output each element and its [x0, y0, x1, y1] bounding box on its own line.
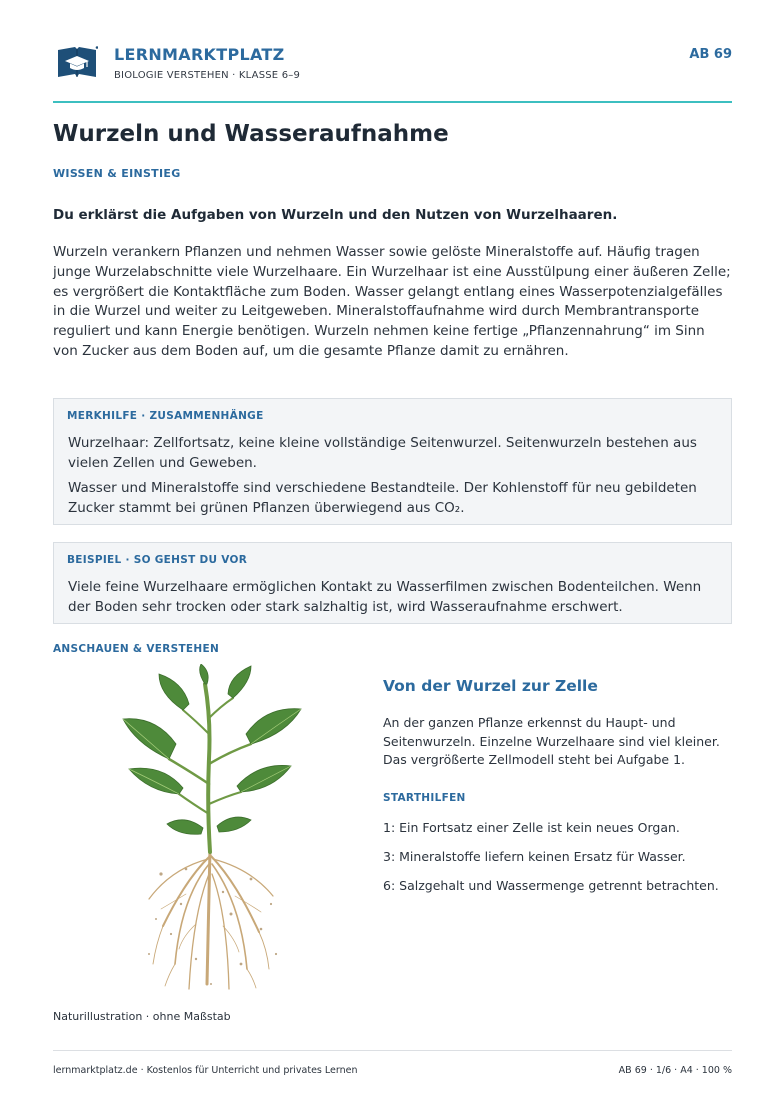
section-label-intro: WISSEN & EINSTIEG: [53, 167, 181, 180]
beispiel-label: BEISPIEL · SO GEHST DU VOR: [67, 554, 248, 566]
plant-illustration: [101, 664, 319, 998]
beispiel-text: Viele feine Wurzelhaare ermöglichen Kontakt zu Wasserfilmen zwischen Bodenteilchen. Wenn der Boden sehr trocken oder stark salzhaltig ist, wird Wasseraufnahme erschwert.: [68, 579, 702, 615]
section-label-visual: ANSCHAUEN & VERSTEHEN: [53, 643, 220, 655]
merkhilfe-text-2: Wasser und Mineralstoffe sind verschiedene Bestandteile. Der Kohlenstoff für neu gebildeten Zucker stammt bei grünen Pflanzen überwiegend aus CO₂.: [68, 480, 697, 516]
hint-item: 1: Ein Fortsatz einer Zelle ist kein neues Organ.: [383, 820, 680, 835]
brand-name: LERNMARKTPLATZ: [114, 45, 285, 64]
book-graduation-cap-icon: [56, 45, 98, 81]
side-heading: Von der Wurzel zur Zelle: [383, 677, 598, 695]
lead-text: Du erklärst die Aufgaben von Wurzeln und den Nutzen von Wurzelhaaren.: [53, 207, 618, 223]
merkhilfe-label: MERKHILFE · ZUSAMMENHÄNGE: [67, 410, 264, 422]
side-text: An der ganzen Pflanze erkennst du Haupt- und Seitenwurzeln. Einzelne Wurzelhaare sind viel kleiner. Das vergrößerte Zellmodell steht bei Aufgabe 1.: [383, 715, 720, 767]
hints-label: STARTHILFEN: [383, 792, 466, 804]
side-panel: [383, 677, 732, 893]
beispiel-box: [53, 542, 732, 624]
header-divider: [53, 101, 732, 103]
plant-with-roots-image: [101, 664, 319, 998]
footer-right: AB 69 · 1/6 · A4 · 100 %: [618, 1065, 732, 1076]
brand-subtitle: BIOLOGIE VERSTEHEN · KLASSE 6–9: [114, 70, 301, 81]
illustration-caption: Naturillustration · ohne Maßstab: [53, 1010, 231, 1023]
hint-item: 6: Salzgehalt und Wassermenge getrennt betrachten.: [383, 878, 719, 893]
page-title: Wurzeln und Wasseraufnahme: [53, 121, 449, 147]
merkhilfe-box: [53, 398, 732, 525]
hint-item: 3: Mineralstoffe liefern keinen Ersatz für Wasser.: [383, 849, 686, 864]
sheet-number: AB 69: [689, 47, 732, 62]
intro-paragraph: Wurzeln verankern Pflanzen und nehmen Wasser sowie gelöste Mineralstoffe auf. Häufig tragen junge Wurzelabschnitte viele Wurzelhaare. Ein Wurzelhaar ist eine Ausstülpung einer äußeren Zelle; es vergrößert die Kontaktfläche zum Boden. Wasser gelangt entlang eines Wasserpotenzialgefälles in die Wurzel und weiter zu Leitgeweben. Mineralstoffaufnahme wird durch Membrantransporte reguliert und kann Energie benötigen. Wurzeln nehmen keine fertige „Pflanzennahrung“ im Sinn von Zucker aus dem Boden auf, um die gesamte Pflanze damit zu ernähren.: [53, 244, 731, 359]
footer-left: lernmarktplatz.de · Kostenlos für Unterricht und privates Lernen: [53, 1065, 358, 1076]
merkhilfe-text-1: Wurzelhaar: Zellfortsatz, keine kleine vollständige Seitenwurzel. Seitenwurzeln bestehen aus vielen Zellen und Geweben.: [68, 435, 697, 471]
footer-divider: [53, 1050, 732, 1051]
page-header: [53, 42, 732, 86]
